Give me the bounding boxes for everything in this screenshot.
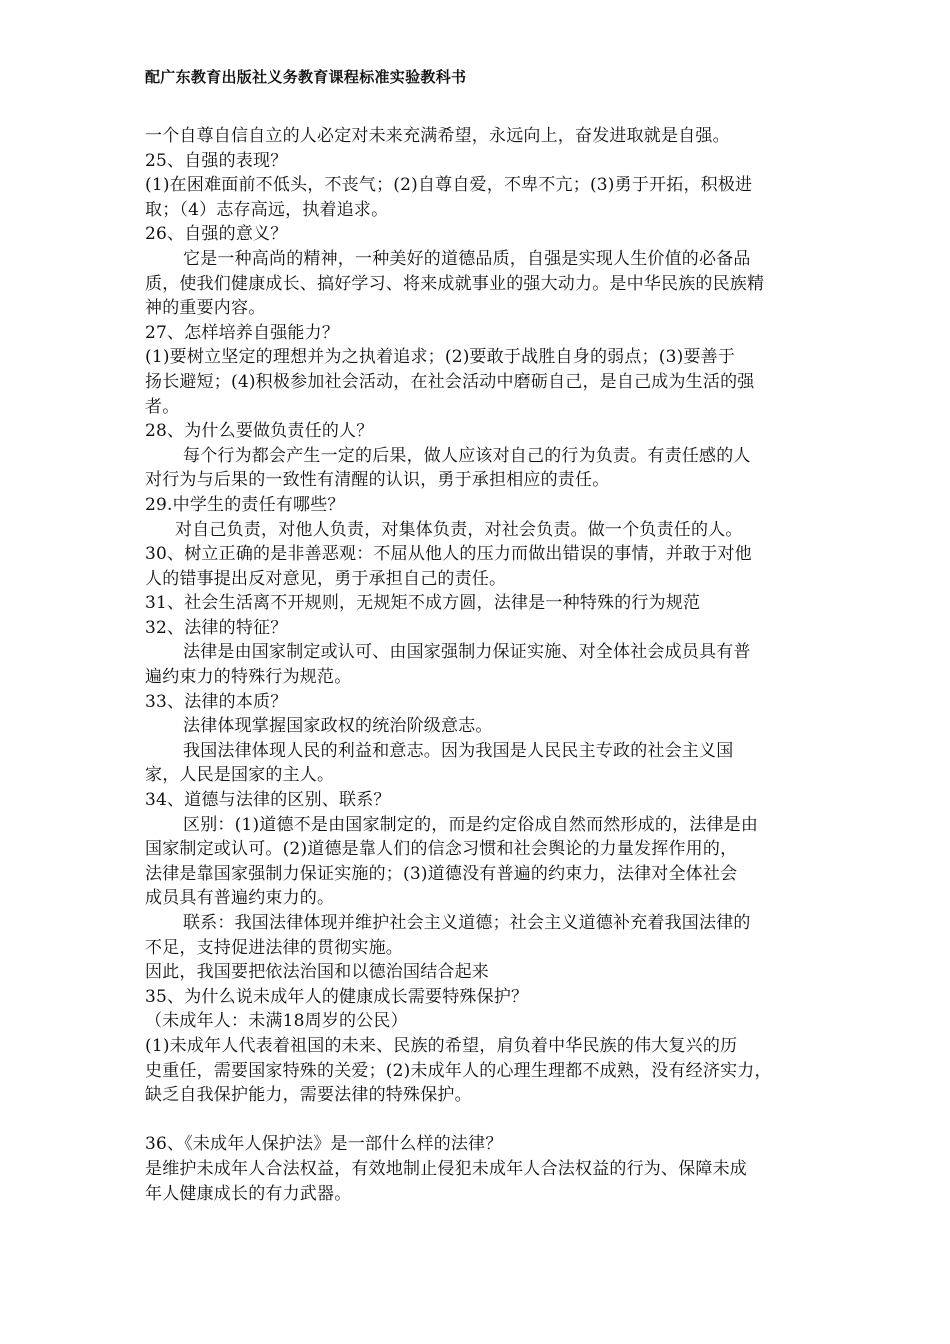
text-line: 缺乏自我保护能力，需要法律的特殊保护。 bbox=[145, 1085, 472, 1106]
text-line: 人的错事提出反对意见，勇于承担自己的责任。 bbox=[145, 568, 507, 589]
text-line: 遍约束力的特殊行为规范。 bbox=[145, 667, 352, 688]
question-heading: 32、法律的特征？ bbox=[145, 617, 288, 638]
text-line: 法律体现掌握国家政权的统治阶级意志。 bbox=[183, 716, 493, 737]
text-line: 联系：我国法律体现并维护社会主义道德；社会主义道德补充着我国法律的 bbox=[183, 913, 751, 933]
text-line: 区别：(1)道德不是由国家制定的，而是约定俗成自然而然形成的，法律是由 bbox=[183, 814, 759, 835]
text-line: 31、社会生活离不开规则，无规矩不成方圆，法律是一种特殊的行为规范 bbox=[145, 593, 701, 614]
text-line: 法律是靠国家强制力保证实施的；(3)道德没有普遍的约束力，法律对全体社会 bbox=[145, 863, 738, 884]
text-line: (1)要树立坚定的理想并为之执着追求；(2)要敢于战胜自身的弱点；(3)要善于 bbox=[145, 347, 736, 368]
text-line: 法律是由国家制定或认可、由国家强制力保证实施、对全体社会成员具有普 bbox=[183, 642, 751, 663]
text-line: 质，使我们健康成长、搞好学习、将来成就事业的强大动力。是中华民族的民族精 bbox=[145, 273, 765, 294]
text-line: 史重任，需要国家特殊的关爱；(2)未成年人的心理生理都不成熟，没有经济实力， bbox=[145, 1060, 772, 1081]
document-body bbox=[145, 124, 811, 1206]
text-line: 取；（4）志存高远，执着追求。 bbox=[145, 199, 389, 220]
text-line: 成员具有普遍约束力的。 bbox=[145, 888, 335, 909]
question-heading: 36、《未成年人保护法》是一部什么样的法律？ bbox=[145, 1134, 503, 1155]
text-line: 扬长避短；(4)积极参加社会活动，在社会活动中磨砺自己，是自己成为生活的强 bbox=[145, 371, 755, 392]
text-line: 它是一种高尚的精神，一种美好的道德品质，自强是实现人生价值的必备品 bbox=[183, 248, 751, 269]
question-heading: 34、道德与法律的区别、联系？ bbox=[145, 790, 391, 811]
text-line: 对自己负责，对他人负责，对集体负责，对社会负责。做一个负责任的人。 bbox=[175, 519, 743, 540]
text-line: 我国法律体现人民的利益和意志。因为我国是人民民主专政的社会主义国 bbox=[183, 740, 734, 761]
question-heading: 26、自强的意义？ bbox=[145, 224, 288, 245]
text-line: 家，人民是国家的主人。 bbox=[145, 765, 335, 786]
text-line: (1)在困难面前不低头，不丧气；(2)自尊自爱，不卑不亢；(3)勇于开拓，积极进 bbox=[145, 175, 753, 196]
question-heading: 29.中学生的责任有哪些？ bbox=[145, 494, 345, 515]
blank-line bbox=[145, 1108, 811, 1133]
text-line: 神的重要内容。 bbox=[145, 298, 266, 319]
text-line: 年人健康成长的有力武器。 bbox=[145, 1183, 352, 1204]
text-line: (1)未成年人代表着祖国的未来、民族的希望，肩负着中华民族的伟大复兴的历 bbox=[145, 1035, 738, 1056]
text-line: 不足，支持促进法律的贯彻实施。 bbox=[145, 937, 403, 958]
text-line: 每个行为都会产生一定的后果，做人应该对自己的行为负责。有责任感的人 bbox=[183, 445, 751, 466]
question-heading: 25、自强的表现？ bbox=[145, 150, 288, 171]
question-heading: 35、为什么说未成年人的健康成长需要特殊保护？ bbox=[145, 986, 529, 1007]
text-line: （未成年人：未满18周岁的公民） bbox=[145, 1011, 408, 1032]
text-line: 一个自尊自信自立的人必定对未来充满希望，永远向上，奋发进取就是自强。 bbox=[145, 126, 730, 146]
text-line: 者。 bbox=[145, 396, 180, 417]
text-line: 30、树立正确的是非善恶观：不屈从他人的压力而做出错误的事情，并敢于对他 bbox=[145, 544, 752, 565]
text-line: 对行为与后果的一致性有清醒的认识，勇于承担相应的责任。 bbox=[145, 470, 610, 491]
text-line: 是维护未成年人合法权益，有效地制止侵犯未成年人合法权益的行为、保障未成 bbox=[145, 1158, 747, 1179]
page-header: 配广东教育出版社义务教育课程标准实验教科书 bbox=[145, 68, 467, 86]
question-heading: 33、法律的本质？ bbox=[145, 691, 288, 712]
text-line: 国家制定或认可。(2)道德是靠人们的信念习惯和社会舆论的力量发挥作用的， bbox=[145, 839, 738, 860]
question-heading: 27、怎样培养自强能力？ bbox=[145, 322, 340, 343]
question-heading: 28、为什么要做负责任的人？ bbox=[145, 421, 374, 442]
text-line: 因此，我国要把依法治国和以德治国结合起来 bbox=[145, 962, 489, 983]
